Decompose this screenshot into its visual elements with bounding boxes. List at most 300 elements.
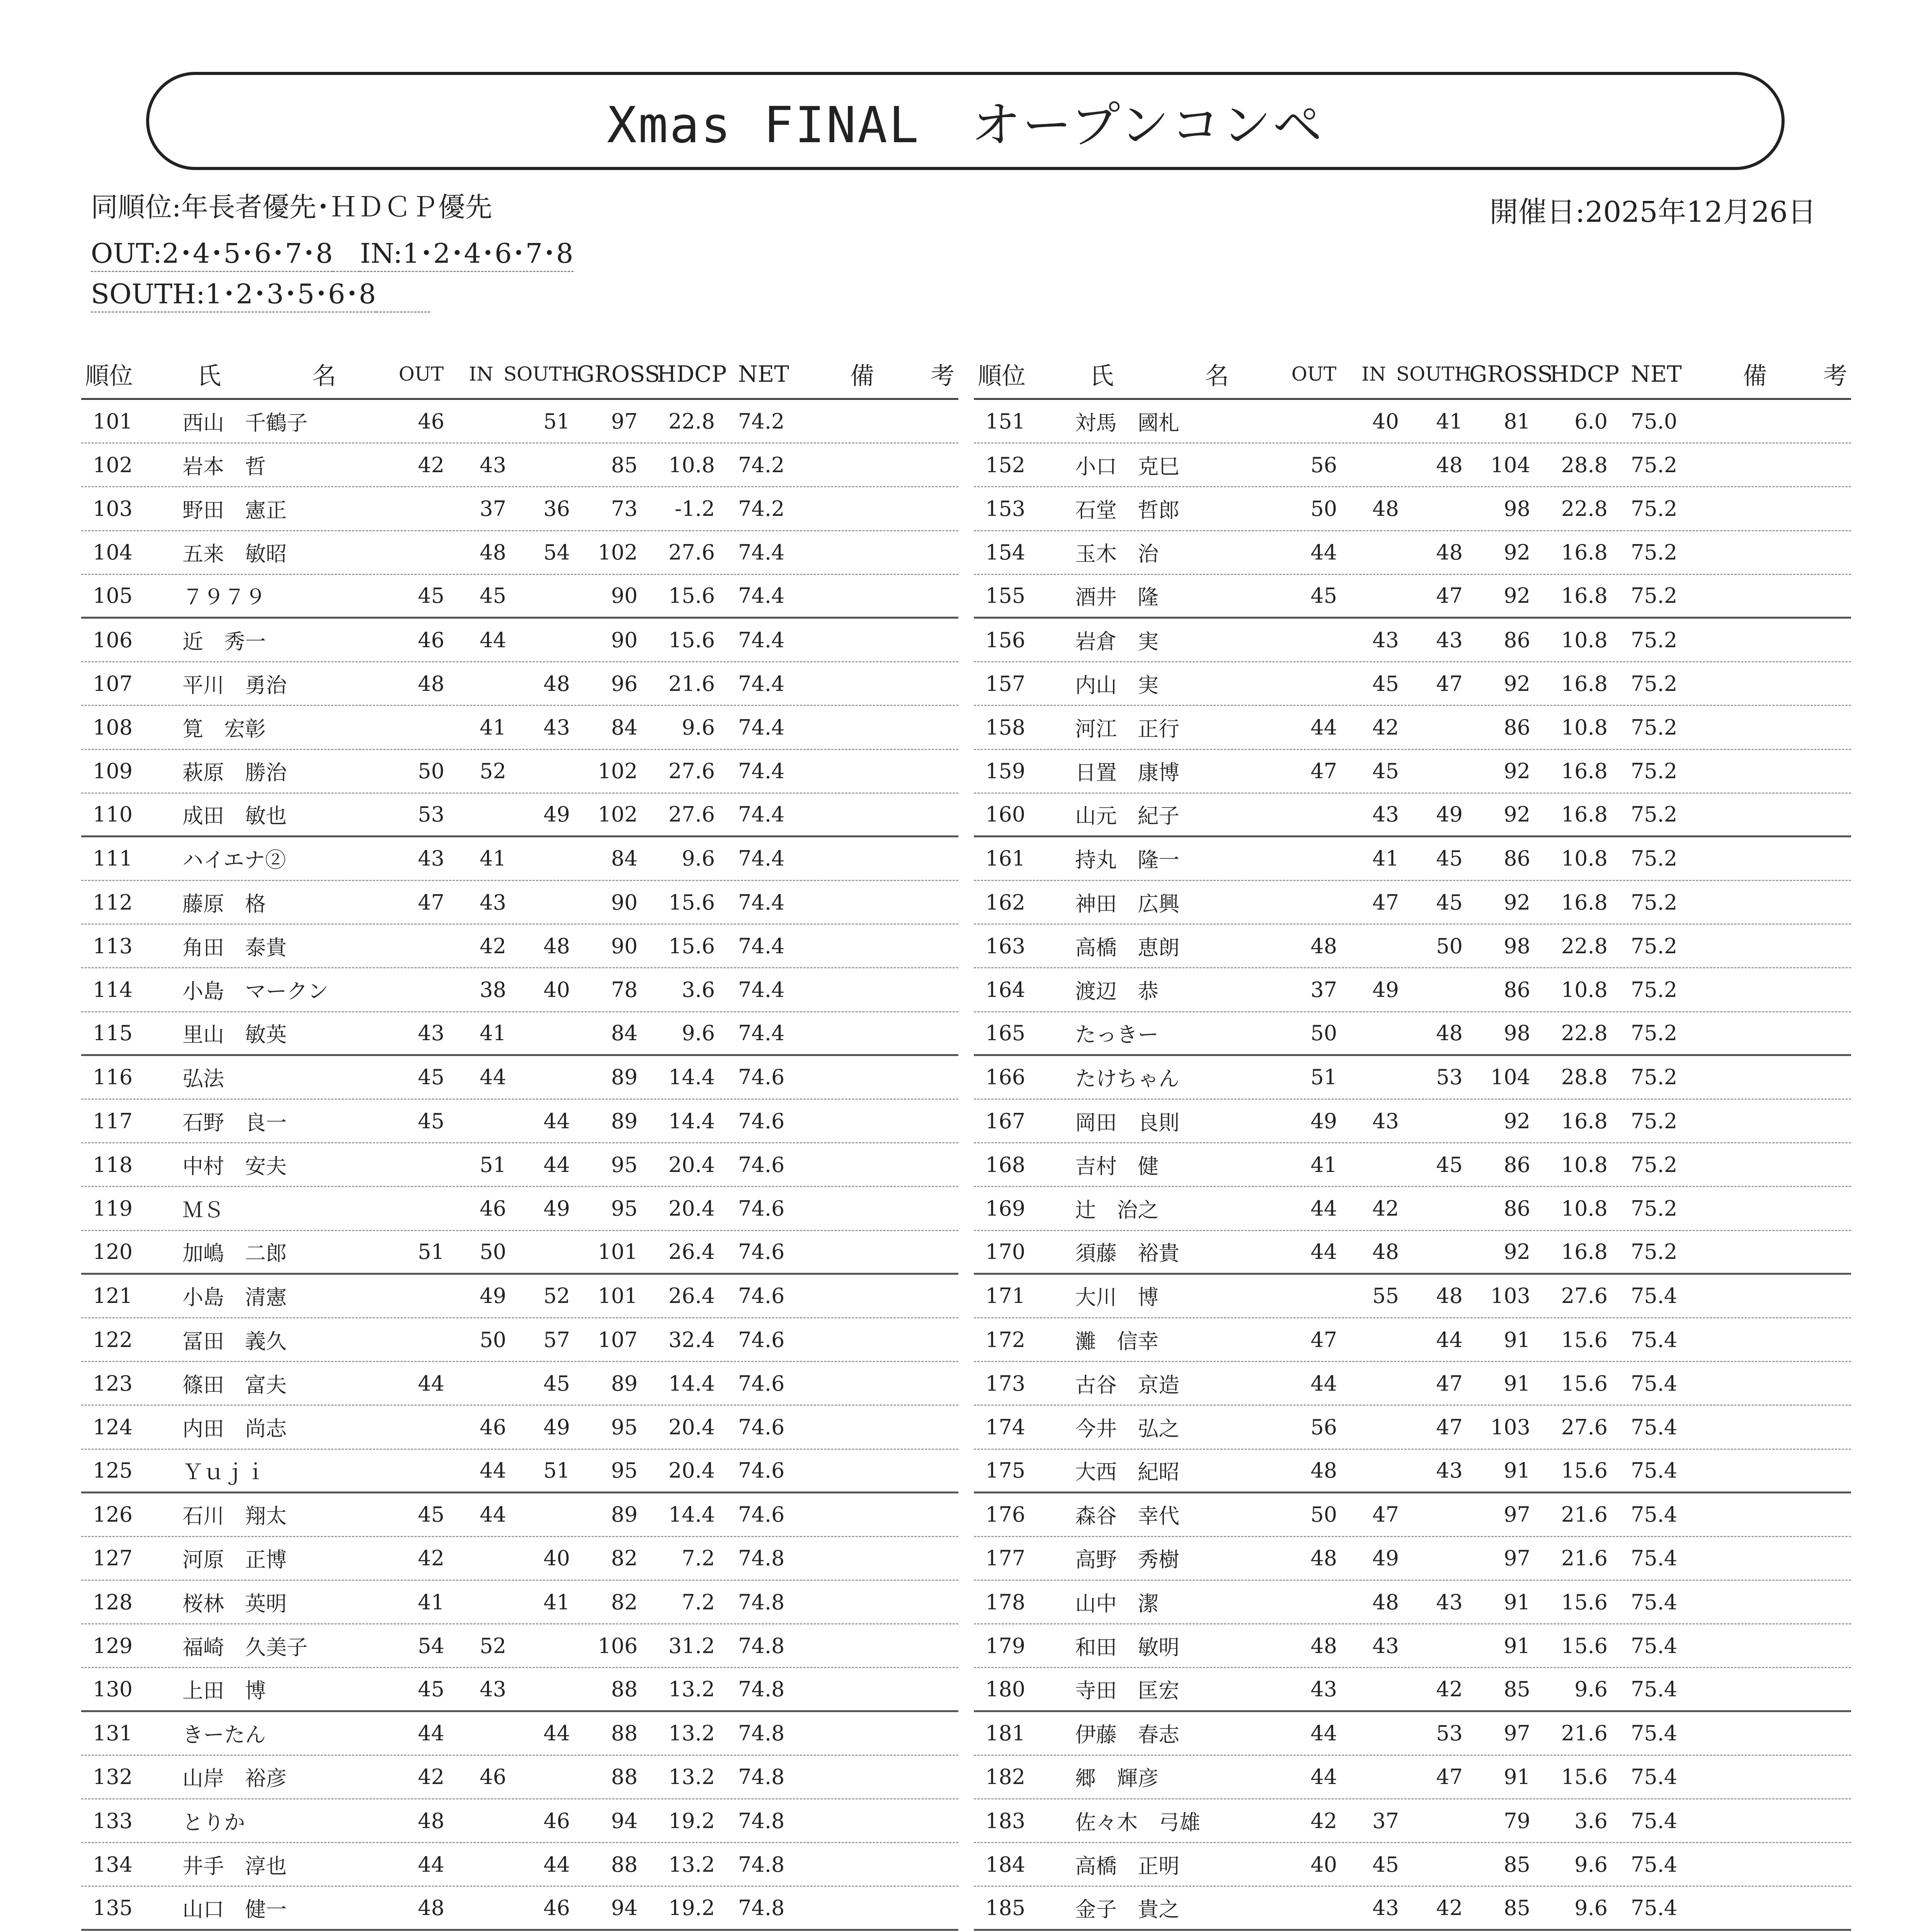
memo-cell [839,925,951,967]
net-cell: 75.0 [1631,409,1678,434]
south-score-cell [510,1756,570,1798]
rank-cell: 123 [93,1371,133,1396]
gross-cell: 90 [611,583,638,608]
hdcp-cell: 3.6 [1574,1808,1608,1833]
net-cell: 74.2 [738,496,785,521]
name-cell: 佐々木 弓雄 [1075,1810,1200,1835]
table-row [974,1668,1851,1712]
hdcp-cell: 10.8 [1561,1152,1608,1177]
rank-cell: 166 [985,1065,1026,1090]
in-score-cell [1345,1318,1399,1361]
hdcp-cell: 26.4 [668,1284,715,1308]
memo-cell [1731,400,1843,442]
gross-cell: 92 [1504,1240,1530,1264]
south-score-cell [1403,1100,1463,1142]
in-score-cell: 43 [1372,1109,1399,1133]
net-cell: 74.6 [738,1065,785,1090]
south-score-cell: 49 [543,1415,570,1439]
net-cell: 74.4 [738,802,785,827]
south-score-cell: 42 [1436,1677,1463,1702]
name-cell: 石野 良一 [182,1110,287,1135]
table-row [81,1624,958,1668]
gross-cell: 88 [611,1765,638,1789]
memo-cell [1731,1100,1843,1142]
gross-cell: 102 [597,759,638,784]
name-cell: 角田 泰貴 [182,935,287,960]
table-row [81,750,958,794]
net-cell: 75.4 [1631,1765,1678,1789]
rank-cell: 102 [93,452,133,477]
out-score-cell [386,531,444,574]
name-cell: 吉村 健 [1075,1154,1159,1179]
out-score-cell: 45 [418,1502,444,1527]
rank-cell: 176 [985,1502,1026,1527]
name-cell: 森谷 幸代 [1075,1504,1179,1529]
out-score-cell: 37 [1310,978,1337,1002]
gross-cell: 92 [1504,540,1530,565]
rank-cell: 174 [985,1415,1026,1439]
south-score-cell: 47 [1436,1765,1463,1789]
name-cell: 河原 正博 [182,1548,287,1572]
south-score-cell: 53 [1436,1721,1463,1746]
south-score-cell: 46 [543,1808,570,1833]
hdcp-cell: 27.6 [1561,1284,1608,1308]
hdcp-cell: 16.8 [1561,1109,1608,1133]
south-score-cell [510,1493,570,1536]
memo-cell [839,1756,951,1798]
net-cell: 75.4 [1631,1721,1678,1746]
south-score-cell [510,750,570,793]
table-row [81,1537,958,1581]
net-cell: 75.2 [1631,540,1678,565]
table-body [81,400,958,1932]
in-score-cell [1345,1931,1399,1932]
rank-cell: 128 [93,1590,133,1614]
out-score-cell: 49 [1310,1109,1337,1133]
rank-cell: 124 [93,1415,133,1439]
memo-cell [1731,1143,1843,1186]
memo-cell [1731,1012,1843,1054]
gross-cell: 98 [1504,934,1530,958]
gross-cell: 103 [1490,1415,1530,1439]
net-cell: 74.6 [738,1152,785,1177]
header-rank: 順位 [85,362,133,390]
table-row [81,968,958,1012]
memo-cell [1731,750,1843,793]
south-score-cell [510,1012,570,1054]
rank-cell: 103 [93,496,133,521]
gross-cell: 92 [1504,1109,1530,1133]
memo-cell [1731,1318,1843,1361]
name-cell: ７９７９ [182,585,266,610]
memo-cell [1731,662,1843,705]
name-cell [1075,1931,1276,1932]
header-name [1090,350,1229,398]
out-score-cell: 42 [1310,1808,1337,1833]
table-row [81,1143,958,1187]
header-south: SOUTH [1396,362,1472,385]
table-row [974,1406,1851,1449]
in-score-cell [1345,444,1399,486]
rank-cell: 129 [93,1633,133,1658]
net-cell: 75.2 [1631,759,1678,784]
out-score-cell: 43 [1310,1677,1337,1702]
gross-cell: 95 [611,1152,638,1177]
rank-cell: 134 [93,1852,133,1877]
gross-cell: 88 [611,1721,638,1746]
name-cell: 持丸 隆一 [1075,848,1179,872]
table-row [974,1843,1851,1887]
table-row [974,1231,1851,1275]
memo-cell [839,1931,951,1932]
hdcp-cell: 27.6 [668,540,715,565]
in-score-cell: 52 [480,1633,506,1658]
name-cell: 和田 敏明 [1075,1635,1179,1660]
out-score-cell: 44 [1310,1240,1337,1264]
results-table-left [81,350,958,1932]
out-score-cell: 46 [418,628,444,652]
table-row [81,1406,958,1449]
out-score-cell: 44 [1310,1721,1337,1746]
memo-cell [1731,1493,1843,1536]
hdcp-cell: 22.8 [668,409,715,434]
memo-cell [1731,1362,1843,1405]
memo-cell [839,1275,951,1317]
in-score-cell: 46 [480,1765,506,1789]
net-cell [738,1931,815,1932]
south-score-cell [510,1056,570,1099]
south-score-cell: 48 [543,934,570,958]
south-score-cell [1403,487,1463,530]
out-score-cell: 43 [418,1021,444,1046]
name-cell: 小口 克巳 [1075,454,1179,479]
gross-cell: 91 [1504,1633,1530,1658]
table-row [974,531,1851,575]
name-cell: 井手 淳也 [182,1854,287,1878]
table-row [81,1799,958,1843]
south-score-cell: 48 [1436,540,1463,565]
net-cell: 74.4 [738,978,785,1002]
out-score-cell: 48 [418,671,444,696]
out-score-cell: 47 [1310,759,1337,784]
hdcp-cell: 14.4 [668,1109,715,1133]
out-score-cell: 45 [418,583,444,608]
in-score-cell [452,1537,506,1580]
gross-cell: 96 [611,671,638,696]
header-gross: GROSS [577,361,660,387]
gross-cell: 79 [1504,1808,1530,1833]
name-cell: 高橋 恵朗 [1075,935,1179,960]
name-cell: とりか [182,1810,245,1835]
table-row [974,968,1851,1012]
net-cell: 74.8 [738,1852,785,1877]
rank-cell: 127 [93,1546,133,1571]
in-score-cell: 46 [480,1415,506,1439]
table-row [974,1756,1851,1799]
in-score-cell: 38 [480,978,506,1002]
name-cell: 小島 マークン [182,979,328,1004]
table-row [81,1887,958,1930]
name-cell: 今井 弘之 [1075,1416,1179,1441]
hdcp-cell: 13.2 [668,1677,715,1702]
net-cell: 75.4 [1631,1458,1678,1483]
south-score-cell: 49 [1436,802,1463,827]
net-cell: 74.8 [738,1546,785,1571]
rank-cell: 183 [985,1808,1026,1833]
south-score-cell: 45 [543,1371,570,1396]
gross-cell: 90 [611,890,638,915]
net-cell: 74.6 [738,1458,785,1483]
name-cell: 高野 秀樹 [1075,1548,1179,1572]
table-row [974,1012,1851,1056]
in-score-cell: 42 [480,934,506,958]
hdcp-cell: 15.6 [1561,1371,1608,1396]
hdcp-cell: 10.8 [1561,846,1608,871]
hdcp-cell: 10.8 [1561,715,1608,740]
rank-cell [985,1931,1040,1932]
net-cell: 74.6 [738,1502,785,1527]
out-score-cell: 48 [1310,934,1337,958]
rank-cell: 173 [985,1371,1026,1396]
net-cell: 75.2 [1631,890,1678,915]
gross-cell: 90 [611,628,638,652]
rank-cell: 184 [985,1852,1026,1877]
hdcp-cell: 20.4 [668,1152,715,1177]
table-row [974,1318,1851,1362]
in-score-cell [1345,1406,1399,1448]
net-cell: 75.4 [1631,1633,1678,1658]
out-score-cell: 44 [1310,1371,1337,1396]
table-row [974,1143,1851,1187]
in-score-cell [1345,1756,1399,1798]
table-row [81,925,958,968]
gross-cell: 85 [1504,1895,1530,1920]
south-score-cell [1403,1231,1463,1273]
south-score-cell: 57 [543,1327,570,1352]
out-score-cell: 47 [1310,1327,1337,1352]
south-score-cell: 44 [543,1109,570,1133]
table-row [81,881,958,925]
in-score-cell: 37 [1372,1808,1399,1833]
memo-cell [839,444,951,486]
hdcp-cell: 9.6 [1574,1677,1608,1702]
out-score-cell [386,925,444,967]
south-score-cell [510,1931,570,1932]
in-score-cell [1345,1668,1399,1710]
in-score-cell: 44 [480,628,506,652]
table-row [974,837,1851,881]
hdcp-cell: 16.8 [1561,540,1608,565]
out-score-cell [1279,1887,1337,1929]
table-row [974,1799,1851,1843]
gross-cell: 90 [611,934,638,958]
rank-cell: 169 [985,1196,1026,1221]
hdcp-cell: 14.4 [668,1502,715,1527]
name-cell: 酒井 隆 [1075,585,1159,610]
south-score-cell: 43 [543,715,570,740]
net-cell: 74.4 [738,671,785,696]
memo-cell [839,1493,951,1536]
south-score-cell [1403,750,1463,793]
gross-cell: 92 [1504,671,1530,696]
rank-cell: 178 [985,1590,1026,1614]
header-name-b: 名 [312,362,336,390]
table-row [974,1100,1851,1143]
net-cell: 75.4 [1631,1284,1678,1308]
table-row [974,1887,1851,1930]
memo-cell [839,400,951,442]
rank-cell: 157 [985,671,1026,696]
gross-cell: 86 [1504,1152,1530,1177]
south-score-cell [510,881,570,923]
hdcp-cell: 27.6 [668,759,715,784]
in-score-cell [1345,1712,1399,1755]
rank-cell: 116 [93,1065,133,1090]
out-score-cell: 43 [418,846,444,871]
table-row [974,487,1851,531]
net-cell: 75.2 [1631,1152,1678,1177]
gross-cell: 86 [1504,715,1530,740]
table-row [974,750,1851,794]
table-row [81,1056,958,1100]
hdcp-cell: 19.2 [668,1808,715,1833]
out-score-cell [386,1275,444,1317]
name-cell: 内田 尚志 [182,1416,287,1441]
gross-cell: 73 [611,496,638,521]
south-score-cell: 43 [1436,1458,1463,1483]
name-cell: 高橋 正明 [1075,1854,1179,1878]
name-cell: 中村 安夫 [182,1154,287,1179]
south-score-cell: 47 [1436,1415,1463,1439]
net-cell: 74.4 [738,628,785,652]
net-cell: 74.8 [738,1765,785,1789]
out-score-cell: 56 [1310,1415,1337,1439]
hdcp-cell: 14.4 [668,1371,715,1396]
memo-cell [839,619,951,661]
in-score-cell: 41 [480,715,506,740]
name-cell: 藤原 格 [182,891,266,916]
name-cell: ハイエナ② [182,848,286,872]
out-score-cell [1279,619,1337,661]
gross-cell: 101 [597,1240,638,1264]
out-score-cell: 41 [1310,1152,1337,1177]
rank-cell: 106 [93,628,133,652]
in-score-cell [1345,1450,1399,1492]
out-score-cell: 44 [1310,1196,1337,1221]
out-score-cell: 47 [418,890,444,915]
net-cell: 74.8 [738,1633,785,1658]
rank-cell: 121 [93,1284,133,1308]
in-score-cell: 45 [480,583,506,608]
hdcp-cell: 28.8 [1561,452,1608,477]
memo-cell [839,1668,951,1710]
rank-cell: 161 [985,846,1026,871]
rank-cell: 179 [985,1633,1026,1658]
table-row [974,1187,1851,1231]
table-row [81,1931,958,1932]
net-cell: 75.4 [1631,1371,1678,1396]
south-score-cell: 47 [1436,1371,1463,1396]
memo-cell [839,1537,951,1580]
in-score-cell: 43 [1372,1895,1399,1920]
table-row [974,706,1851,750]
rank-cell: 177 [985,1546,1026,1571]
name-cell: 対馬 國札 [1075,410,1179,435]
south-score-cell [510,1231,570,1273]
name-cell: 福崎 久美子 [182,1635,308,1660]
table-body [974,400,1851,1932]
south-score-cell: 48 [1436,452,1463,477]
rank-cell: 163 [985,934,1026,958]
name-cell: 野田 憲正 [182,498,287,522]
name-cell: 日置 康博 [1075,760,1179,785]
net-cell: 75.2 [1631,671,1678,696]
south-score-cell [510,1668,570,1710]
table-row [974,1056,1851,1100]
rank-cell: 108 [93,715,133,740]
in-score-cell: 43 [480,890,506,915]
in-score-cell: 43 [480,1677,506,1702]
hdcp-cell: 20.4 [668,1458,715,1483]
net-cell: 74.4 [738,846,785,871]
in-score-cell: 41 [480,846,506,871]
in-score-cell: 40 [1372,409,1399,434]
out-score-cell: 44 [418,1371,444,1396]
hdcp-cell: 22.8 [1561,1021,1608,1046]
name-cell: 辻 治之 [1075,1197,1159,1222]
hdcp-cell: 14.4 [668,1065,715,1090]
net-cell: 74.4 [738,934,785,958]
hdcp-cell: 9.6 [682,715,715,740]
south-score-cell: 52 [543,1284,570,1308]
table-row [974,662,1851,706]
net-cell: 74.6 [738,1371,785,1396]
gross-cell: 89 [611,1502,638,1527]
name-cell: 加嶋 二郎 [182,1241,287,1266]
hdcp-cell: 15.6 [668,583,715,608]
hdcp-cell: 15.6 [1561,1590,1608,1614]
hdcp-cell: 16.8 [1561,759,1608,784]
memo-cell [1731,706,1843,748]
header-memo-b: 考 [1823,362,1847,390]
header-memo-a: 備 [850,362,875,390]
gross-cell: 84 [611,1021,638,1046]
rank-cell: 182 [985,1765,1026,1789]
net-cell: 75.2 [1631,846,1678,871]
name-cell: ＭＳ [182,1197,224,1222]
in-score-cell: 48 [1372,1590,1399,1614]
out-score-cell: 53 [418,802,444,827]
memo-cell [1731,575,1843,617]
hdcp-cell: 9.6 [1574,1852,1608,1877]
in-score-cell [452,1362,506,1405]
out-score-cell [386,1450,444,1492]
out-holes: OUT:2･4･5･6･7･8 [91,238,333,272]
out-score-cell [386,1143,444,1186]
table-row [974,575,1851,619]
hdcp-cell: 10.8 [1561,1196,1608,1221]
out-score-cell: 42 [418,1765,444,1789]
rank-cell: 115 [93,1021,133,1046]
table-row [81,1712,958,1756]
net-cell: 75.4 [1631,1415,1678,1439]
gross-cell: 78 [611,978,638,1002]
table-row [974,1624,1851,1668]
gross-cell: 98 [1504,1021,1530,1046]
memo-cell [839,968,951,1011]
south-score-cell: 51 [543,1458,570,1483]
rank-cell: 172 [985,1327,1026,1352]
